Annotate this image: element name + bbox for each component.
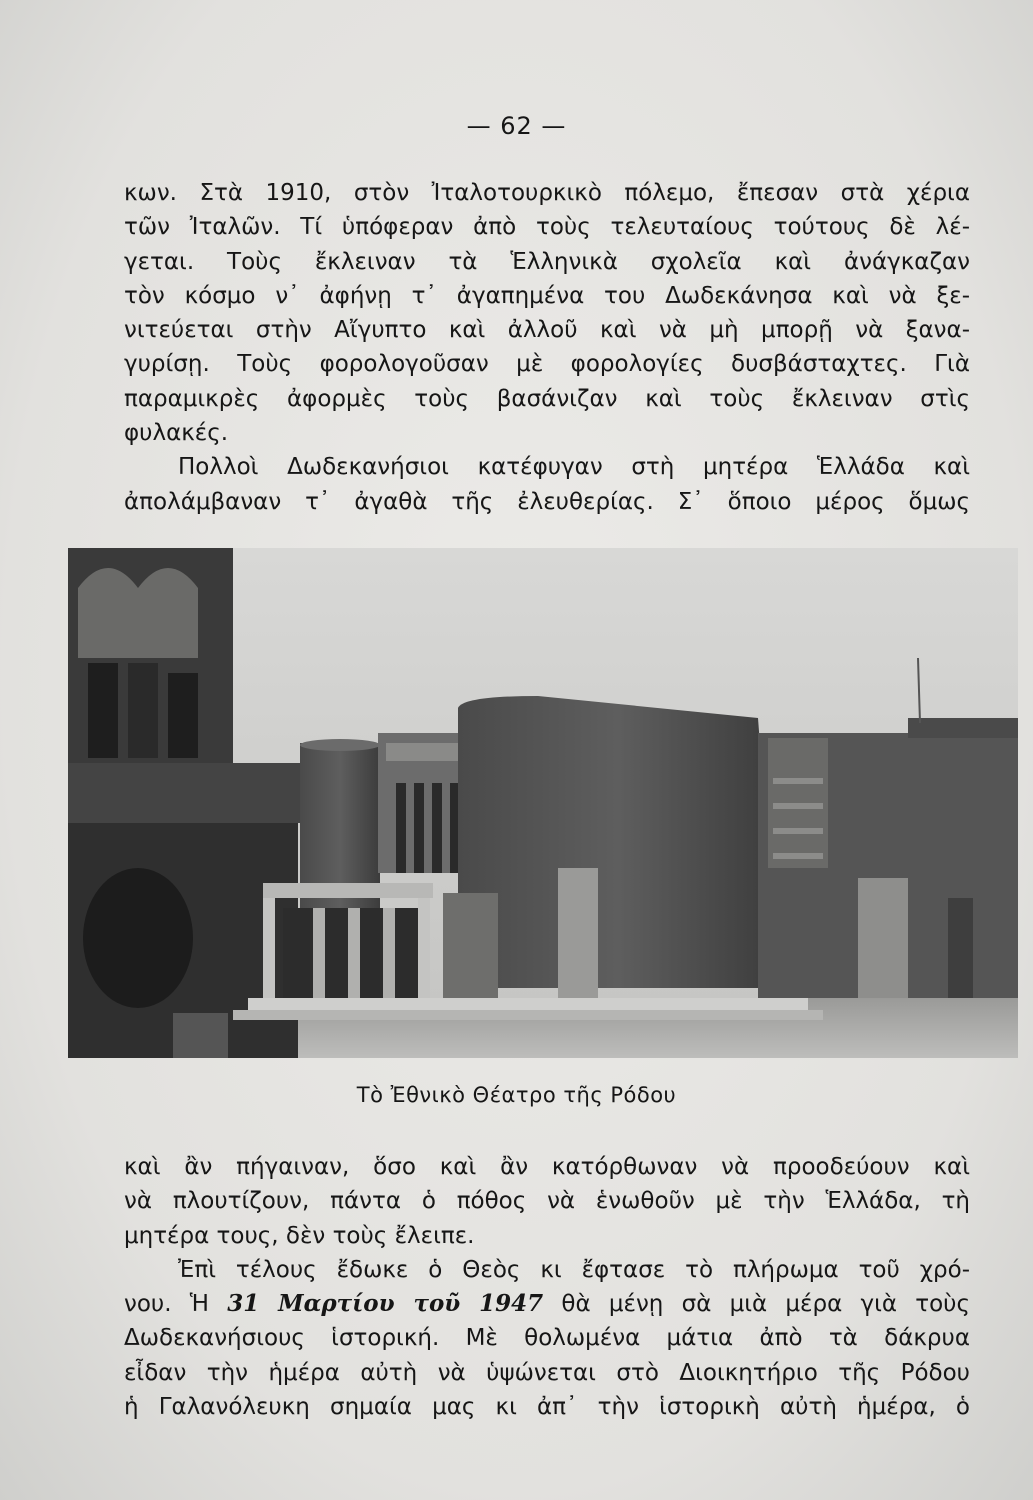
text-line: Δωδεκανήσιους ἱστορική. Μὲ θολωμένα μάτια ἀπὸ τὰ δάκρυα	[124, 1325, 970, 1352]
text-fragment: θὰ μένῃ σὰ μιὰ μέρα γιὰ τοὺς	[543, 1291, 970, 1318]
text-line: γεται. Τοὺς ἔκλειναν τὰ Ἑλληνικὰ σχολεῖα καὶ ἀνάγκαζαν	[124, 248, 970, 275]
theatre-photo-drawing	[68, 548, 1018, 1058]
text-line: ἡ Γαλανόλευκη σημαία μας κι ἀπ᾽ τὴν ἱστορικὴ αὐτὴ ἡμέρα, ὁ	[124, 1394, 970, 1421]
text-block-top	[124, 176, 970, 519]
text-line	[124, 1287, 970, 1321]
text-line: Πολλοὶ Δωδεκανήσιοι κατέφυγαν στὴ μητέρα Ἑλλάδα καὶ	[178, 454, 970, 481]
text-line: νιτεύεται στὴν Αἴγυπτο καὶ ἀλλοῦ καὶ νὰ μὴ μπορῇ νὰ ξανα-	[124, 317, 970, 344]
text-line: κων. Στὰ 1910, στὸν Ἰταλοτουρκικὸ πόλεμο, ἔπεσαν στὰ χέρια	[124, 180, 970, 206]
theatre-photo	[68, 548, 1018, 1058]
text-line: φυλακές.	[124, 420, 229, 447]
text-line: καὶ ἂν πήγαιναν, ὅσο καὶ ἂν κατόρθωναν νὰ προοδεύουν καὶ	[124, 1154, 970, 1180]
paragraph-2	[124, 450, 970, 519]
page-number: — 62 —	[466, 112, 567, 140]
text-line: μητέρα τους, δὲν τοὺς ἔλειπε.	[124, 1222, 475, 1249]
text-line: νὰ πλουτίζουν, πάντα ὁ πόθος νὰ ἑνωθοῦν μὲ τὴν Ἑλλάδα, τὴ	[124, 1188, 970, 1215]
text-line: ἀπολάμβαναν τ᾽ ἀγαθὰ τῆς ἐλευθερίας. Σ᾽ ὅποιο μέρος ὅμως	[124, 488, 970, 515]
text-line: εἶδαν τὴν ἡμέρα αὐτὴ νὰ ὑψώνεται στὸ Διοικητήριο τῆς Ρόδου	[124, 1359, 970, 1386]
text-line: γυρίσῃ. Τοὺς φορολογοῦσαν μὲ φορολογίες δυσβάσταχτες. Γιὰ	[124, 351, 970, 378]
text-line: τῶν Ἰταλῶν. Τί ὑπόφεραν ἀπὸ τοὺς τελευταίους τούτους δὲ λέ-	[124, 214, 970, 241]
paragraph-4	[124, 1253, 970, 1424]
paragraph-3	[124, 1150, 970, 1253]
text-line: παραμικρὲς ἀφορμὲς τοὺς βασάνιζαν καὶ τοὺς ἔκλειναν στὶς	[124, 385, 970, 412]
photo-caption: Τὸ Ἐθνικὸ Θέατρο τῆς Ρόδου	[356, 1083, 677, 1107]
text-line: Ἐπὶ τέλους ἔδωκε ὁ Θεὸς κι ἔφτασε τὸ πλήρωμα τοῦ χρό-	[178, 1256, 970, 1283]
text-block-bottom	[124, 1150, 970, 1424]
paragraph-1	[124, 176, 970, 450]
text-line: τὸν κόσμο ν᾽ ἀφήνῃ τ᾽ ἀγαπημένα του Δωδεκάνησα καὶ νὰ ξε-	[124, 282, 970, 309]
date-highlight: 31 Μαρτίου τοῦ 1947	[227, 1290, 544, 1318]
text-fragment: νου. Ἡ	[124, 1291, 228, 1318]
